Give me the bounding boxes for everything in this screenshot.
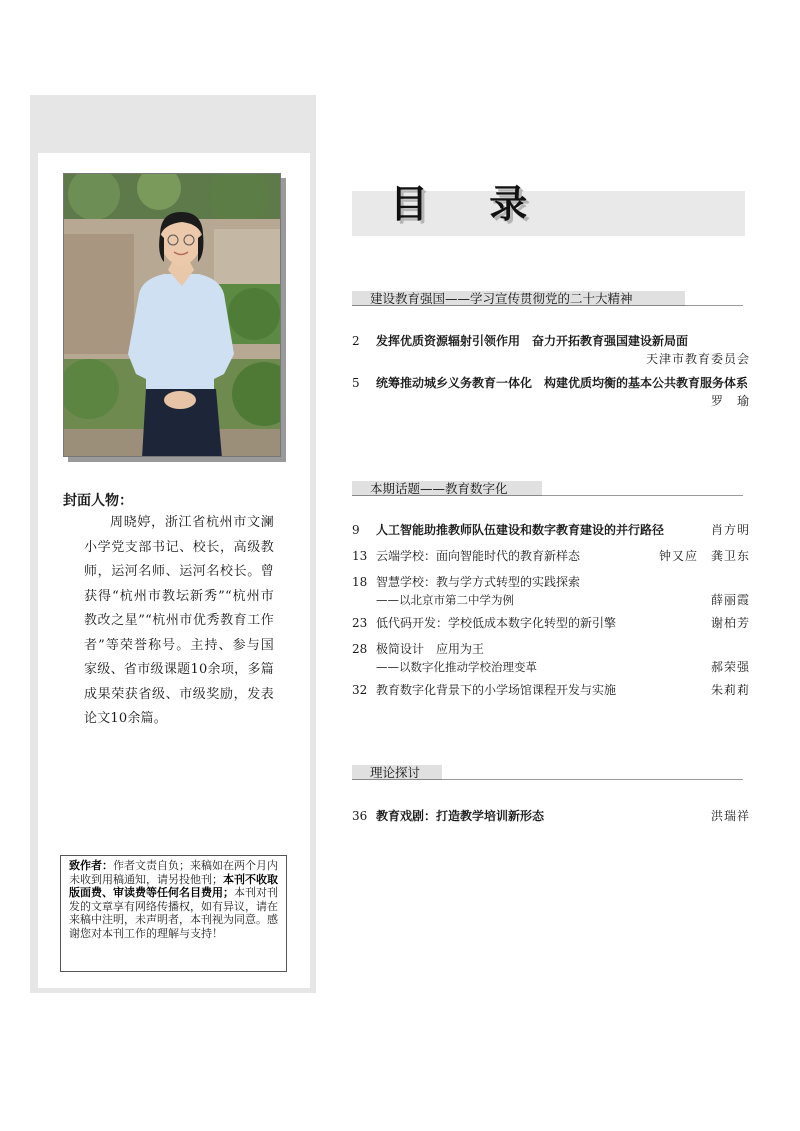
entry-title: 发挥优质资源辐射引领作用 奋力开拓教育强国建设新局面: [376, 334, 689, 348]
entry-page: 32: [352, 683, 368, 697]
section-header: 理论探讨: [352, 765, 442, 780]
entry-author: 钟又应 龚卫东: [658, 549, 750, 563]
entry-title: 教育数字化背景下的小学场馆课程开发与实施: [376, 683, 617, 697]
entry-title: 低代码开发：学校低成本数字化转型的新引擎: [376, 616, 617, 630]
section-rule: [542, 495, 743, 496]
entry-title: 智慧学校：教与学方式转型的实践探索: [376, 575, 581, 589]
entry-page: 2: [352, 334, 360, 348]
entry-page: 28: [352, 642, 368, 656]
entry-title: 人工智能助推教师队伍建设和数字教育建设的并行路径: [376, 523, 665, 537]
entry-author: 罗 瑜: [710, 394, 750, 408]
notice-text-1: 作者文责自负；来稿如在两个月内未收到用稿通知，请另投他刊；: [69, 859, 278, 886]
entry-page: 9: [352, 523, 360, 537]
notice-label: 致作者：: [69, 859, 113, 872]
entry-author: 天津市教育委员会: [645, 352, 750, 366]
cover-photo: [63, 173, 281, 457]
entry-title: 教育戏剧：打造教学培训新形态: [376, 809, 545, 823]
entry-page: 36: [352, 809, 368, 823]
entry-page: 13: [352, 549, 368, 563]
toc-title: 目 录: [390, 182, 552, 226]
section-header: 建设教育强国——学习宣传贯彻党的二十大精神: [352, 291, 685, 306]
entry-page: 5: [352, 376, 360, 390]
entry-title: 极简设计 应用为王: [376, 642, 485, 656]
cover-person-heading: 封面人物：: [63, 493, 133, 509]
section-rule: [685, 305, 743, 306]
author-notice-box: [60, 855, 287, 972]
entry-subtitle: ——以数字化推动学校治理变革: [376, 660, 537, 674]
entry-author: 郝荣强: [710, 660, 750, 674]
entry-author: 朱莉莉: [710, 683, 750, 697]
entry-author: 谢柏芳: [710, 616, 750, 630]
entry-page: 18: [352, 575, 368, 589]
section-rule: [442, 779, 743, 780]
entry-author: 肖方明: [710, 523, 750, 537]
entry-title: 统筹推动城乡义务教育一体化 构建优质均衡的基本公共教育服务体系: [376, 376, 749, 390]
entry-title: 云端学校：面向智能时代的教育新样态: [376, 549, 581, 563]
entry-author: 薛丽霞: [710, 593, 750, 607]
notice-text-2: 本刊对刊发的文章享有网络传播权，如有异议，请在来稿中注明，未声明者，本刊视为同意。感谢您对本刊工作的理解与支持！: [69, 886, 278, 940]
entry-author: 洪瑞祥: [710, 809, 750, 823]
section-header: 本期话题——教育数字化: [352, 481, 542, 496]
entry-page: 23: [352, 616, 368, 630]
cover-person-bio: 周晓婷，浙江省杭州市文澜小学党支部书记、校长，高级教师，运河名师、运河名校长。曾获得“杭州市教坛新秀”“杭州市教改之星”“杭州市优秀教育工作者”等荣誉称号。主持、参与国家级、省市级课题10余项，多篇成果荣获省级、市级奖励，发表论文10余篇。: [84, 515, 274, 726]
notice-bold-text: 本刊不收取版面费、审读费等任何名目费用；: [69, 872, 278, 900]
entry-subtitle: ——以北京市第二中学为例: [376, 593, 514, 607]
